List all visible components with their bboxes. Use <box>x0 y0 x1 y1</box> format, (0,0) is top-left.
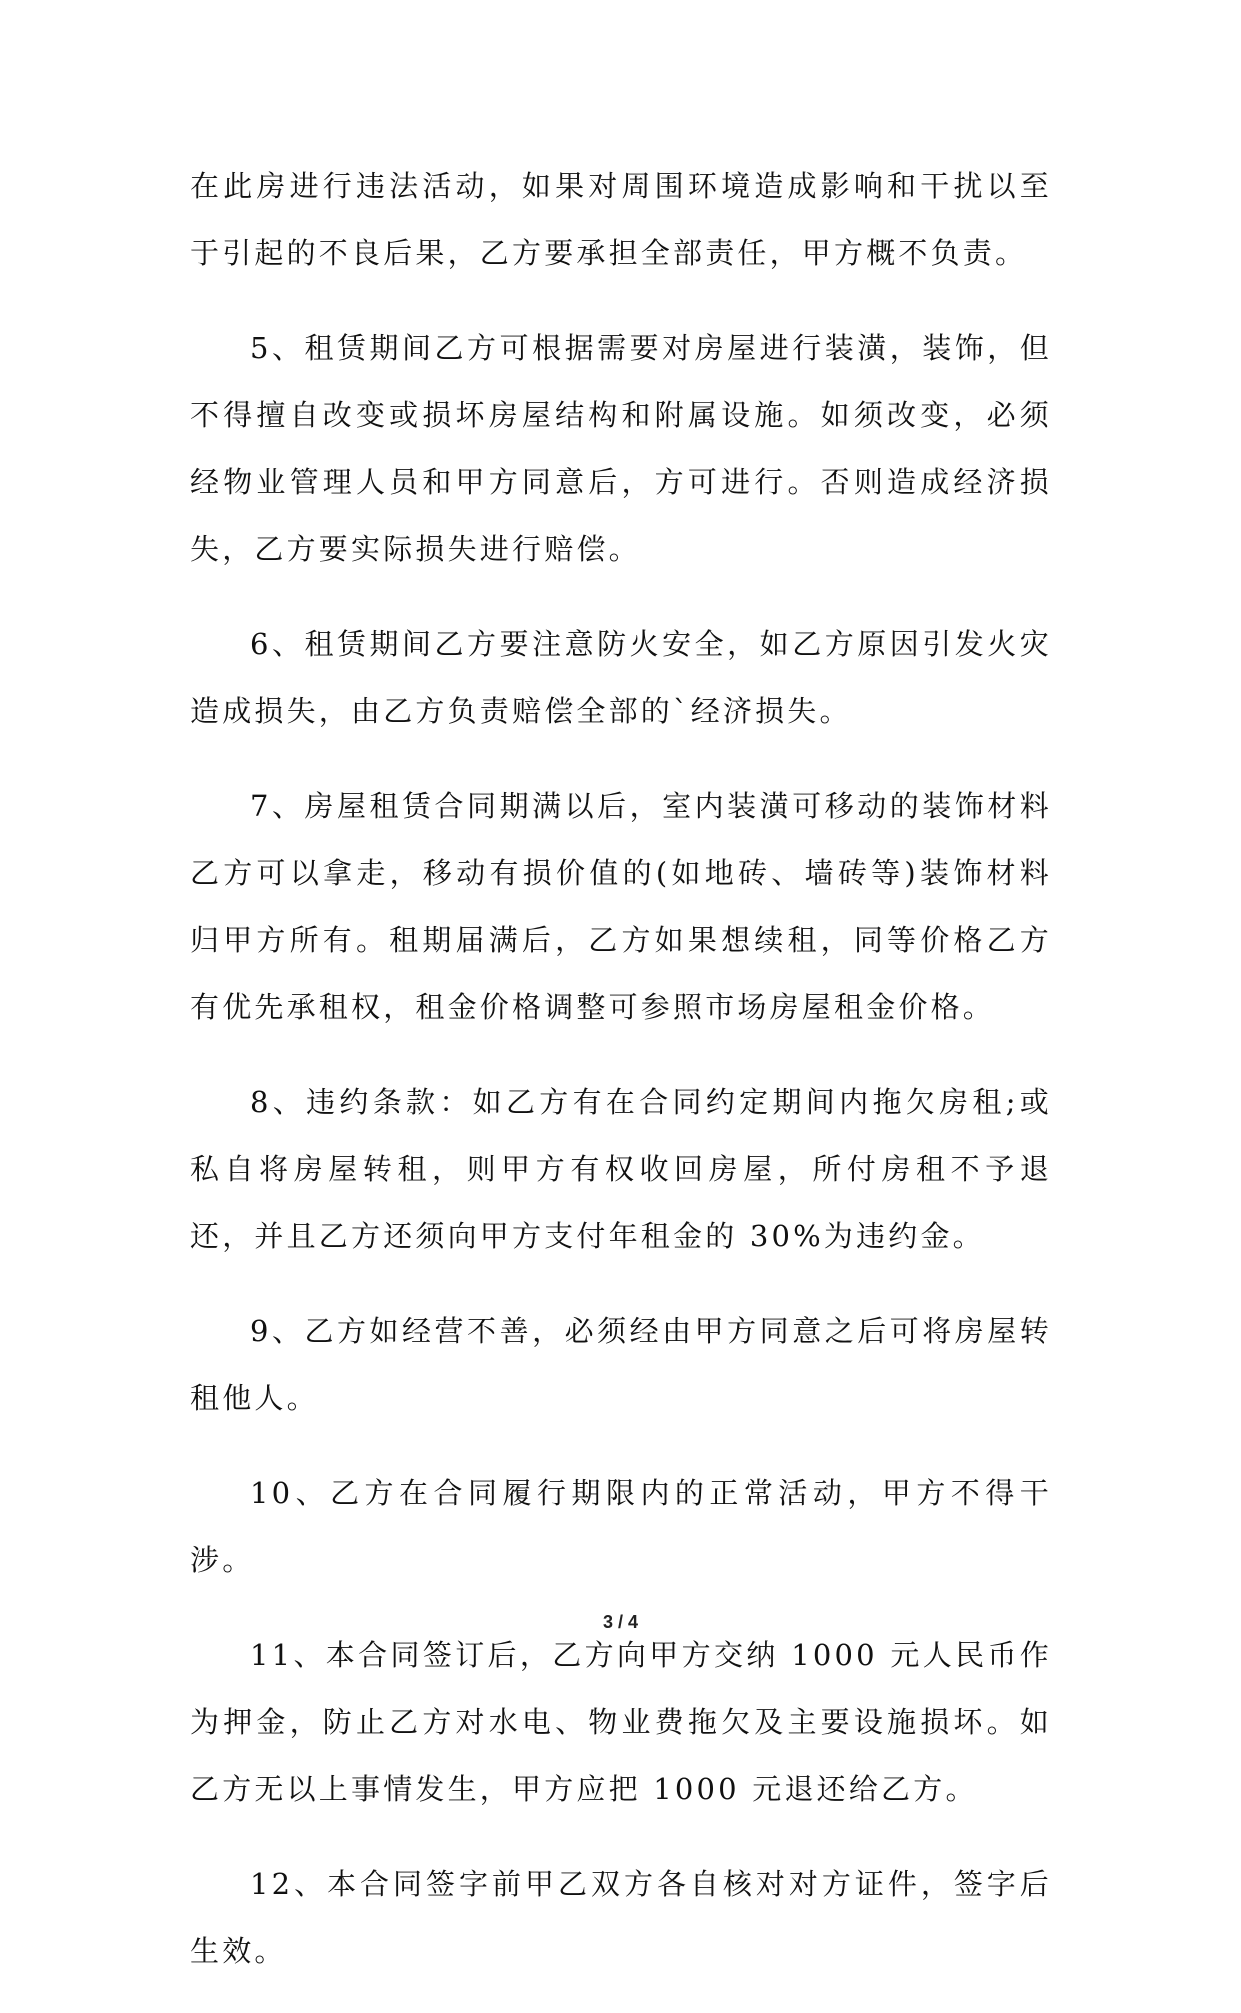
clause-10: 10、乙方在合同履行期限内的正常活动，甲方不得干涉。 <box>190 1476 1052 1577</box>
clause-5: 5、租赁期间乙方可根据需要对房屋进行装潢，装饰，但不得擅自改变或损坏房屋结构和附属设施。如须改变，必须经物业管理人员和甲方同意后，方可进行。否则造成经济损失，乙方要实际损失进行赔偿。 <box>190 331 1052 566</box>
clause-7: 7、房屋租赁合同期满以后，室内装潢可移动的装饰材料乙方可以拿走，移动有损价值的(如地砖、墙砖等)装饰材料归甲方所有。租期届满后，乙方如果想续租，同等价格乙方有优先承租权，租金价格调整可参照市场房屋租金价格。 <box>190 789 1052 1024</box>
clause-8: 8、违约条款：如乙方有在合同约定期间内拖欠房租;或私自将房屋转租，则甲方有权收回房屋，所付房租不予退还，并且乙方还须向甲方支付年租金的 30%为违约金。 <box>190 1085 1052 1253</box>
page-number: 3 / 4 <box>602 1612 639 1632</box>
document-page <box>190 153 1052 2013</box>
paragraph-continuation: 在此房进行违法活动，如果对周围环境造成影响和干扰以至于引起的不良后果，乙方要承担全部责任，甲方概不负责。 <box>190 169 1052 270</box>
clause-9: 9、乙方如经营不善，必须经由甲方同意之后可将房屋转租他人。 <box>190 1314 1052 1415</box>
clause-6: 6、租赁期间乙方要注意防火安全，如乙方原因引发火灾造成损失，由乙方负责赔偿全部的`经济损失。 <box>190 627 1052 728</box>
clause-11: 11、本合同签订后，乙方向甲方交纳 1000 元人民币作为押金，防止乙方对水电、物业费拖欠及主要设施损坏。如乙方无以上事情发生，甲方应把 1000 元退还给乙方。 <box>190 1638 1052 1806</box>
clause-12: 12、本合同签字前甲乙双方各自核对对方证件，签字后生效。 <box>190 1867 1052 1968</box>
